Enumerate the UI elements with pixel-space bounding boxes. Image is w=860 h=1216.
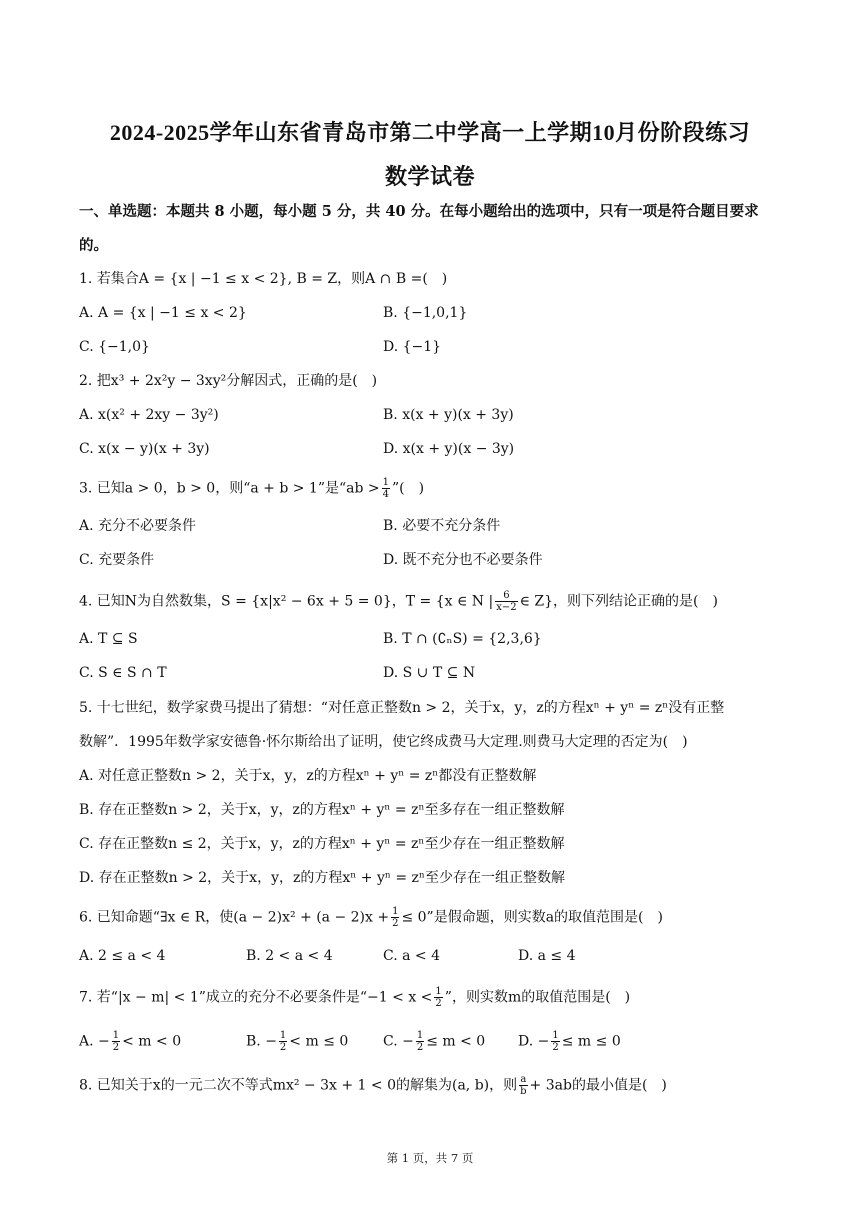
page-footer: 第 1 页，共 7 页 [386, 1151, 474, 1165]
fraction-denominator: 2 [279, 1042, 287, 1053]
exam-title-line1: 2024-2025学年山东省青岛市第二中学高一上学期10月份阶段练习 [109, 120, 751, 145]
option-suffix: < m < 0 [122, 1033, 182, 1050]
question-3-stem-text: 3. 已知a > 0，b > 0，则“a + b > 1”是“ab > [79, 480, 380, 497]
fraction-numerator: 6 [495, 590, 517, 602]
question-2-stem: 2. 把x³ + 2x²y − 3xy²分解因式，正确的是( ) [79, 373, 378, 389]
fraction-numerator: 1 [416, 1030, 424, 1041]
question-3-option-c: C. 充要条件 [79, 552, 155, 568]
option-prefix: C. − [383, 1033, 414, 1050]
question-2-option-c: C. x(x − y)(x + 3y) [79, 441, 210, 457]
fraction [416, 1030, 424, 1053]
section-heading-cont: 的。 [79, 237, 108, 254]
option-prefix: D. − [518, 1033, 550, 1050]
fraction-denominator: 4 [382, 489, 390, 500]
question-4-option-a: A. T ⊆ S [79, 631, 138, 647]
question-7-stem-tail: ”，则实数m的取值范围是( ) [444, 989, 631, 1006]
exam-title-line2: 数学试卷 [384, 164, 475, 189]
fraction-numerator: 1 [279, 1030, 287, 1041]
fraction-denominator: x−2 [496, 602, 517, 613]
question-6-option-b: B. 2 < a < 4 [246, 948, 333, 964]
question-5-option-b: B. 存在正整数n > 2，关于x，y，z的方程xⁿ + yⁿ = zⁿ至多存在一组正整数解 [79, 802, 565, 818]
fraction-numerator: 1 [435, 986, 442, 997]
question-5-option-a: A. 对任意正整数n > 2，关于x，y，z的方程xⁿ + yⁿ = zⁿ都没有正整数解 [79, 768, 537, 784]
question-6-stem [79, 906, 663, 929]
fraction [279, 1030, 287, 1053]
fraction [519, 1074, 527, 1097]
fraction-numerator: 1 [392, 906, 399, 917]
question-7-stem-text: 7. 若“|x − m| < 1”成立的充分不必要条件是“−1 < x < [79, 989, 433, 1006]
question-8-stem-tail: + 3ab的最小值是( ) [529, 1077, 667, 1094]
question-7-option-d [518, 1030, 621, 1053]
question-5-option-c: C. 存在正整数n ≤ 2，关于x，y，z的方程xⁿ + yⁿ = zⁿ至少存在一组正整数解 [79, 836, 565, 852]
fraction-numerator: a [520, 1074, 527, 1085]
fraction-denominator: 2 [552, 1042, 559, 1053]
fraction-denominator: 2 [112, 1042, 120, 1053]
question-5-option-d: D. 存在正整数n > 2，关于x，y，z的方程xⁿ + yⁿ = zⁿ至少存在一组正整数解 [79, 870, 565, 886]
question-3-stem-tail: ”( ) [392, 480, 425, 497]
option-prefix: B. − [246, 1033, 277, 1050]
fraction [382, 477, 390, 500]
fraction [391, 906, 399, 929]
question-8-stem [79, 1074, 667, 1097]
fraction [434, 986, 442, 1009]
question-3-option-a: A. 充分不必要条件 [79, 518, 197, 534]
question-4-option-b: B. T ∩ (∁ₙS) = {2,3,6} [383, 631, 542, 647]
question-6-option-a: A. 2 ≤ a < 4 [79, 948, 166, 964]
section-heading: 一、单选题：本题共 8 小题，每小题 5 分，共 40 分。在每小题给出的选项中，只有一项是符合题目要求 [79, 203, 759, 220]
fraction-denominator: 2 [435, 998, 442, 1009]
question-3-option-b: B. 必要不充分条件 [383, 518, 501, 534]
question-6-option-c: C. a < 4 [383, 948, 440, 964]
question-7-option-a [79, 1030, 181, 1053]
question-4-stem-tail: ∈ Z}，则下列结论正确的是( ) [519, 593, 718, 610]
fraction-numerator: 1 [382, 477, 390, 488]
fraction-denominator: 2 [416, 1042, 424, 1053]
question-1-option-d: D. {−1} [383, 339, 442, 355]
fraction-numerator: 1 [552, 1030, 559, 1041]
question-2-option-a: A. x(x² + 2xy − 3y²) [79, 407, 219, 423]
question-1-option-b: B. {−1,0,1} [383, 305, 468, 321]
question-4-stem [79, 590, 718, 613]
question-7-stem [79, 986, 630, 1009]
option-suffix: < m ≤ 0 [289, 1033, 349, 1050]
option-suffix: ≤ m ≤ 0 [561, 1033, 621, 1050]
fraction [495, 590, 517, 613]
question-6-stem-text: 6. 已知命题“∃x ∈ R，使(a − 2)x² + (a − 2)x + [79, 909, 390, 926]
fraction [551, 1030, 559, 1053]
question-4-stem-text: 4. 已知N为自然数集，S = {x|x² − 6x + 5 = 0}，T = {x ∈ N | [79, 593, 494, 610]
question-4-option-d: D. S ∪ T ⊆ N [383, 665, 476, 681]
question-2-option-b: B. x(x + y)(x + 3y) [383, 407, 514, 423]
question-6-stem-tail: ≤ 0”是假命题，则实数a的取值范围是( ) [401, 909, 663, 926]
question-1-option-a: A. A = {x | −1 ≤ x < 2} [79, 305, 247, 321]
fraction-denominator: 2 [392, 918, 399, 929]
fraction-denominator: b [520, 1086, 527, 1097]
question-6-option-d: D. a ≤ 4 [518, 948, 576, 964]
question-7-option-b [246, 1030, 348, 1053]
question-5-stem: 5. 十七世纪，数学家费马提出了猜想：“对任意正整数n > 2，关于x，y，z的方程xⁿ + yⁿ = zⁿ没有正整 [79, 700, 725, 716]
question-1-stem: 1. 若集合A = {x | −1 ≤ x < 2}, B = Z，则A ∩ B =( ) [79, 271, 448, 287]
question-3-stem [79, 477, 424, 500]
question-1-option-c: C. {−1,0} [79, 339, 150, 355]
fraction [112, 1030, 120, 1053]
option-suffix: ≤ m < 0 [426, 1033, 486, 1050]
question-4-option-c: C. S ∈ S ∩ T [79, 665, 167, 681]
question-5-stem-cont: 数解”．1995年数学家安德鲁·怀尔斯给出了证明，使它终成费马大定理.则费马大定理的否定为( ) [79, 734, 688, 750]
question-8-stem-text: 8. 已知关于x的一元二次不等式mx² − 3x + 1 < 0的解集为(a, b)，则 [79, 1077, 518, 1094]
option-prefix: A. − [79, 1033, 110, 1050]
fraction-numerator: 1 [112, 1030, 120, 1041]
question-7-option-c [383, 1030, 485, 1053]
question-3-option-d: D. 既不充分也不必要条件 [383, 552, 543, 568]
question-2-option-d: D. x(x + y)(x − 3y) [383, 441, 515, 457]
